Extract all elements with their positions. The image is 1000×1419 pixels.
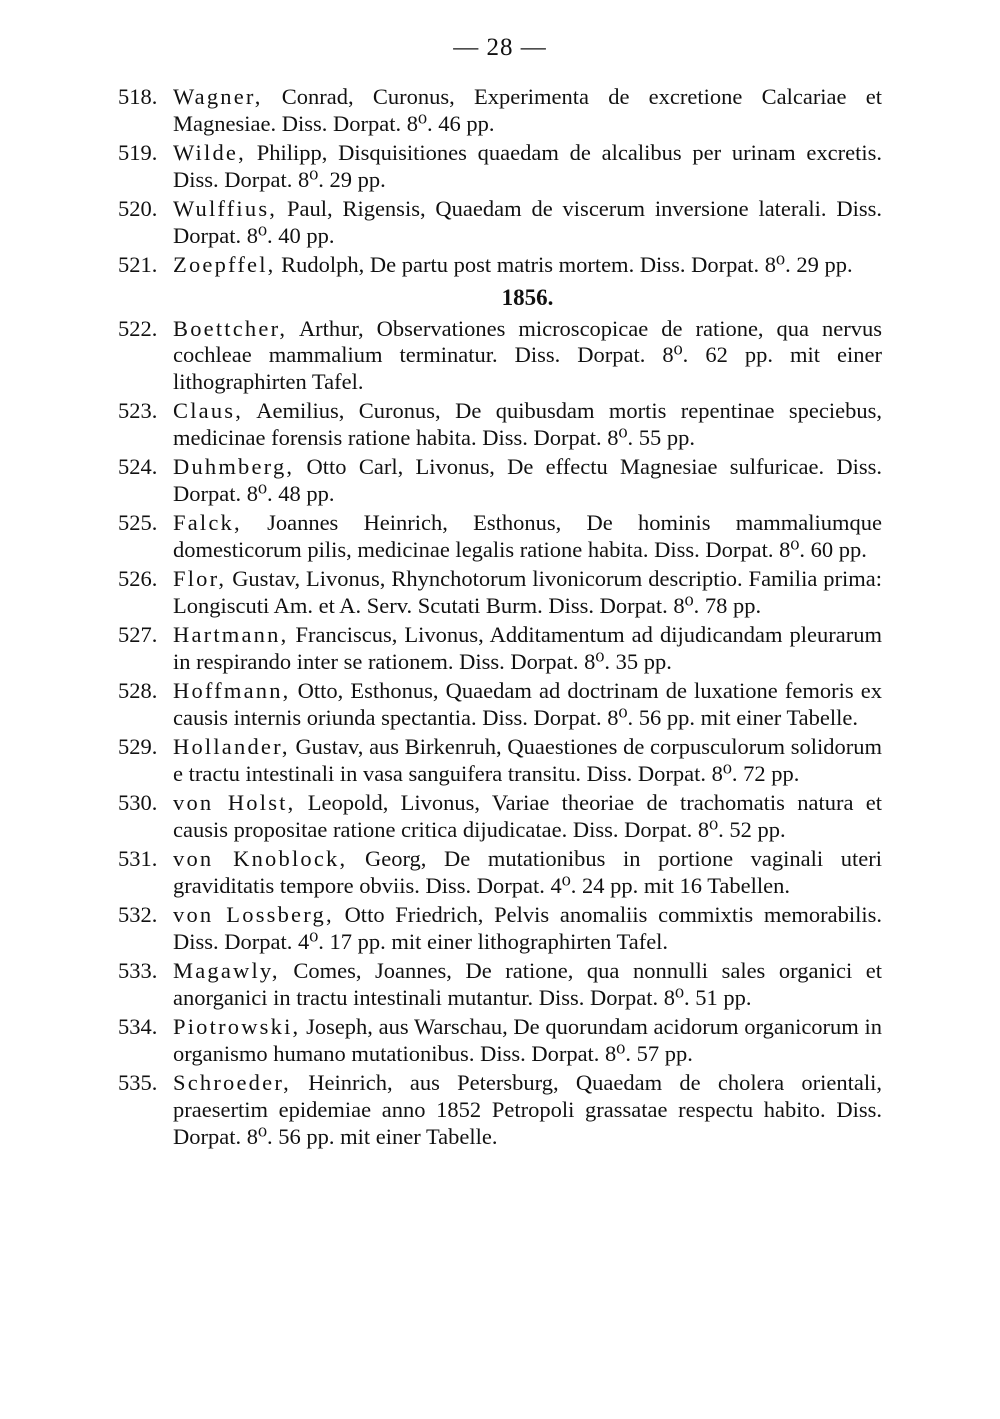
entry-author: Duhmberg,: [173, 454, 295, 480]
bibliography-entry: [118, 958, 882, 1011]
entry-text: Franciscus, Livonus, Additamentum ad dijudicandam pleurarum in respirando inter se rationem. Diss. Dorpat. 8⁰. 35 pp.: [173, 622, 882, 675]
entry-text: Otto, Esthonus, Quaedam ad doctrinam de luxatione femoris ex causis internis oriunda spectantia. Diss. Dorpat. 8⁰. 56 pp. mit einer Tabelle.: [173, 678, 883, 731]
entry-number: 522.: [118, 315, 158, 341]
entry-text: Georg, De mutationibus in portione vaginali uteri graviditatis tempore obviis. Diss. Dorpat. 4⁰. 24 pp. mit 16 Tabellen.: [173, 846, 883, 899]
page-number: — 28 —: [453, 34, 547, 61]
entry-text: Gustav, aus Birkenruh, Quaestiones de corpusculorum solidorum e tractu intestinali in vasa sanguifera transitu. Diss. Dorpat. 8⁰. 72 pp.: [173, 734, 883, 787]
bibliography-entry: [118, 84, 882, 137]
entry-text: Philipp, Disquisitiones quaedam de alcalibus per urinam excretis. Diss. Dorpat. 8⁰. 29 pp.: [173, 140, 882, 192]
bibliography-entry: [118, 566, 882, 619]
entry-text: Rudolph, De partu post matris mortem. Diss. Dorpat. 8⁰. 29 pp.: [281, 252, 853, 277]
entry-text: Heinrich, aus Petersburg, Quaedam de cholera orientali, praesertim epidemiae anno 1852 Petropoli grassatae respectu habito. Diss. Dorpat. 8⁰. 56 pp. mit einer Tabelle.: [173, 1070, 883, 1149]
bibliography-entry: [118, 678, 882, 731]
bibliography-entry: [118, 510, 882, 563]
entry-author: Magawly,: [173, 958, 280, 984]
bibliography-entry: [118, 454, 882, 507]
entry-author: Flor,: [173, 566, 227, 592]
entry-text: Joannes Heinrich, Esthonus, De hominis mammaliumque domesticorum pilis, medicinae legalis ratione habita. Diss. Dorpat. 8⁰. 60 pp.: [173, 510, 882, 563]
bibliography-entry: [118, 622, 882, 675]
bibliography-entry: [118, 902, 882, 955]
year-heading: 1856.: [501, 284, 554, 310]
entry-text: Otto Friedrich, Pelvis anomaliis commixtis memorabilis. Diss. Dorpat. 4⁰. 17 pp. mit einer lithographirten Tafel.: [173, 902, 882, 955]
entry-text: Leopold, Livonus, Variae theoriae de trachomatis natura et causis propositae ratione critica dijudicatae. Diss. Dorpat. 8⁰. 52 pp.: [173, 790, 882, 843]
entry-number: 527.: [118, 622, 158, 648]
entry-number: 526.: [118, 566, 158, 592]
entry-number: 525.: [118, 510, 158, 536]
entry-number: 532.: [118, 902, 158, 928]
entry-number: 528.: [118, 678, 158, 704]
entry-author: Hartmann,: [173, 622, 289, 648]
bibliography-list: [118, 84, 882, 1153]
entry-text: Aemilius, Curonus, De quibusdam mortis repentinae speciebus, medicinae forensis ratione habita. Diss. Dorpat. 8⁰. 55 pp.: [173, 398, 882, 451]
bibliography-entry: [118, 790, 882, 843]
entry-author: Boettcher,: [173, 315, 288, 341]
entry-number: 523.: [118, 398, 158, 424]
entry-number: 529.: [118, 734, 158, 760]
entry-number: 524.: [118, 454, 158, 480]
entry-author: Piotrowski,: [173, 1014, 301, 1040]
entry-author: von Lossberg,: [173, 902, 334, 928]
entry-number: 519.: [118, 140, 158, 165]
entry-author: Schroeder,: [173, 1070, 291, 1096]
entry-text: Gustav, Livonus, Rhynchotorum livonicorum descriptio. Familia prima: Longiscuti Am. et A. Serv. Scutati Burm. Diss. Dorpat. 8⁰. 78 pp.: [173, 566, 882, 619]
bibliography-entry: [118, 1070, 882, 1150]
entry-author: von Knoblock,: [173, 846, 348, 872]
bibliography-entry: [118, 196, 882, 249]
entry-number: 534.: [118, 1014, 158, 1040]
entry-author: Falck,: [173, 510, 242, 536]
entry-text: Otto Carl, Livonus, De effectu Magnesiae sulfuricae. Diss. Dorpat. 8⁰. 48 pp.: [173, 454, 882, 507]
entry-number: 533.: [118, 958, 158, 984]
bibliography-entry: [118, 1014, 882, 1067]
entry-author: Zoepffel,: [173, 252, 276, 277]
bibliography-entry: [118, 252, 882, 279]
entry-text: Arthur, Observationes microscopicae de ratione, qua nervus cochleae mammalium terminatur. Diss. Dorpat. 8⁰. 62 pp. mit einer lithographirten Tafel.: [173, 315, 882, 395]
entry-author: Hollander,: [173, 734, 290, 760]
entry-number: 520.: [118, 196, 158, 221]
entry-number: 531.: [118, 846, 158, 872]
entry-text: Paul, Rigensis, Quaedam de viscerum inversione laterali. Diss. Dorpat. 8⁰. 40 pp.: [173, 196, 883, 248]
entry-author: Wagner,: [173, 84, 263, 109]
entry-number: 535.: [118, 1070, 158, 1096]
entry-text: Joseph, aus Warschau, De quorundam acidorum organicorum in organismo humano mutationibus. Diss. Dorpat. 8⁰. 57 pp.: [173, 1014, 883, 1067]
bibliography-entry: [118, 734, 882, 787]
bibliography-entry: [118, 846, 882, 899]
bibliography-entry: [118, 398, 882, 451]
entry-number: 530.: [118, 790, 158, 816]
entry-author: Wilde,: [173, 140, 246, 165]
entry-text: Comes, Joannes, De ratione, qua nonnulli sales organici et anorganici in tractu intestinali mutantur. Diss. Dorpat. 8⁰. 51 pp.: [173, 958, 883, 1011]
bibliography-entry: [118, 316, 882, 396]
entry-number: 518.: [118, 84, 158, 109]
entry-number: 521.: [118, 252, 158, 277]
bibliography-entry: [118, 140, 882, 193]
entry-text: Conrad, Curonus, Experimenta de excretione Calcariae et Magnesiae. Diss. Dorpat. 8⁰. 46 pp.: [173, 84, 883, 136]
entry-author: Hoffmann,: [173, 678, 291, 704]
entry-author: von Holst,: [173, 790, 296, 816]
entry-author: Wulffius,: [173, 196, 278, 221]
entry-author: Claus,: [173, 398, 244, 424]
